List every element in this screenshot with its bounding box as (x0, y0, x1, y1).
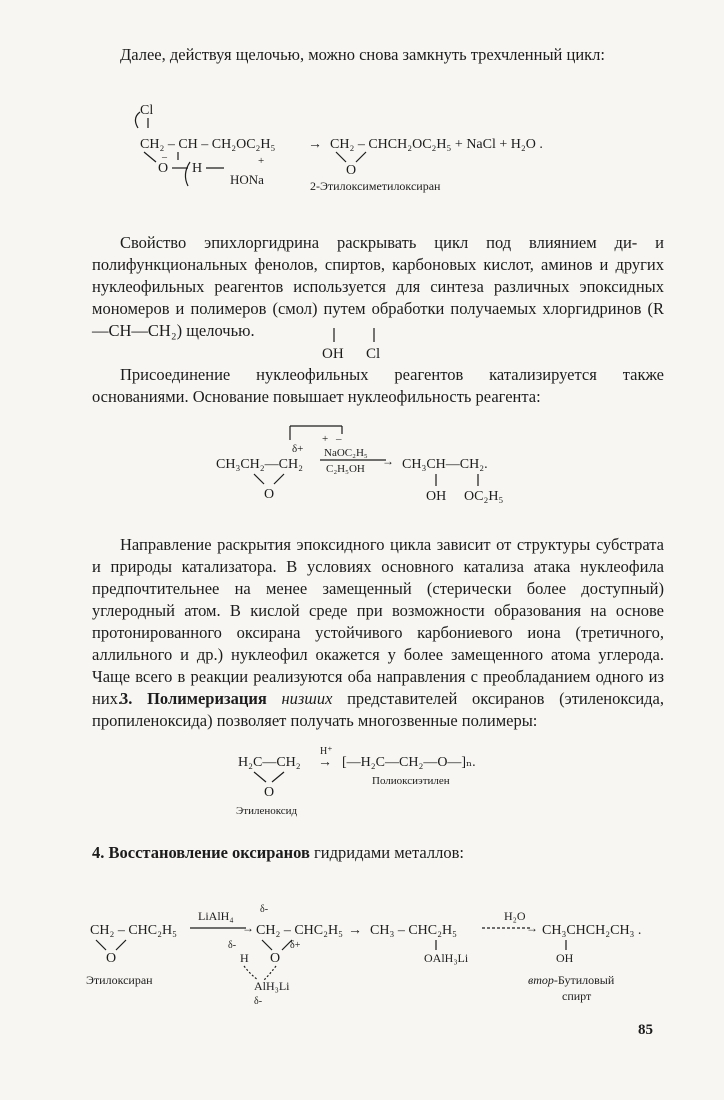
page-number: 85 (638, 1022, 653, 1038)
scheme2-reactant: CH₃CH₂—CH₂ (216, 457, 303, 472)
scheme4-o1: O (106, 951, 117, 966)
scheme4-product-name-line2: спирт (562, 989, 592, 1003)
scheme3-reactant: H₂C—CH₂ (238, 755, 301, 770)
scheme4-bond (262, 940, 272, 950)
scheme1-product: CH₂ – CHCH₂OC₂H₅ + NaCl + H₂O . (330, 137, 543, 152)
scheme2-oh: OH (426, 489, 447, 504)
scheme4-arrow: → (348, 923, 362, 938)
scheme4-product-name-rest: -Бутиловый (553, 973, 615, 987)
scheme1-minus: – (162, 152, 167, 163)
scheme4-product-name-prefix: втор (528, 973, 554, 987)
scheme1-bond (144, 152, 156, 162)
scheme2-reagent: NaOC₂H₅ (324, 447, 368, 459)
scheme-polymerization (232, 740, 522, 820)
scheme1-plus: + (258, 155, 265, 167)
scheme4-dotted-bond (264, 966, 276, 980)
scheme2-oc2h5: OC₂H₅ (464, 489, 504, 504)
scheme4-product-name (528, 973, 615, 987)
scheme3-product-name: Полиоксиэтилен (372, 775, 450, 787)
scheme3-product: [—H₂C—CH₂—O—]ₙ. (342, 755, 476, 770)
scheme4-oh: OH (556, 951, 574, 965)
scheme2-arrow: → (382, 454, 394, 468)
scheme3-catalyst: H⁺ (320, 746, 333, 757)
substituent-oh: OH (322, 346, 344, 362)
scheme-cyclization (130, 100, 610, 200)
scheme4-arrow: → (526, 921, 538, 935)
scheme4-reactant: CH₂ – CHC₂H₅ (90, 923, 177, 938)
scheme1-h: H (192, 161, 203, 176)
section-4-heading (92, 842, 652, 864)
scheme1-cl: Cl (140, 103, 154, 118)
scheme3-bond (254, 772, 266, 782)
chlorohydrin-substituents (320, 326, 400, 362)
scheme1-curved-arrow (185, 162, 190, 186)
scheme2-bond (274, 474, 284, 484)
scheme1-hona: HONa (230, 172, 264, 187)
scheme2-solvent: C₂H₅OH (326, 463, 365, 475)
scheme4-product: CH₃CHCH₂CH₃ . (542, 923, 642, 938)
scheme4-delta-minus: δ- (228, 940, 237, 951)
scheme3-arrow: → (318, 755, 332, 770)
scheme4-reactant-name: Этилоксиран (86, 973, 153, 987)
section-3-text: представителей оксиранов (этиленоксида, пропиленоксида) позволяет получать многозвенные полимеры: (92, 689, 664, 730)
scheme2-product: CH₃CH—CH₂. (402, 457, 488, 472)
scheme4-o2: O (270, 951, 281, 966)
scheme1-o-minus: O (158, 161, 169, 176)
section-4-num: 4. (92, 843, 105, 862)
scheme1-arrow: → (308, 137, 322, 152)
scheme1-bond (356, 152, 366, 162)
scheme4-dotted-bond (244, 966, 258, 980)
scheme-base-catalysis (210, 420, 530, 510)
scheme4-delta-plus: δ+ (290, 940, 301, 951)
scheme1-reactant: CH₂ – CH – CH₂OC₂H₅ (140, 137, 276, 152)
scheme3-bond (272, 772, 284, 782)
scheme1-bond (336, 152, 346, 162)
scheme2-bond (254, 474, 264, 484)
substituent-cl: Cl (366, 346, 381, 362)
scheme2-delta: δ+ (292, 443, 304, 455)
scheme4-alkoxide: CH₃ – CHC₂H₅ (370, 923, 457, 938)
section-4-title: Восстановление оксиранов (108, 843, 310, 862)
paragraph-2: Свойство эпихлоргидрина раскрывать цикл под влиянием ди- и полифункциональных фенолов, спиртов, карбоновых кислот, аминов и других нуклеофильных реагентов используется для синтеза различных эпоксидных мономеров и полимеров (смол) путем обработки получаемых хлоргидринов (R—CH—CH₂) щелочью. (92, 233, 664, 340)
scheme4-water: H₂O (504, 909, 526, 923)
scheme4-oalh3li: OAlH₃Li (424, 951, 469, 965)
paragraph-1: Далее, действуя щелочью, можно снова замкнуть трехчленный цикл: (120, 45, 606, 64)
scheme4-h: H (240, 951, 249, 965)
section-3-italic: низших (281, 689, 333, 708)
scheme4-arrow: → (242, 921, 254, 935)
scheme2-minus: – (336, 433, 342, 445)
scheme4-intermediate: CH₂ – CHC₂H₅ (256, 923, 343, 938)
scheme4-delta-minus: δ- (254, 996, 263, 1007)
scheme4-bond (96, 940, 106, 950)
scheme-hydride-reduction (86, 900, 666, 1010)
scheme1-product-name: 2-Этилоксиметилоксиран (310, 179, 441, 193)
scheme1-product-o: O (346, 163, 357, 178)
scheme4-bond (116, 940, 126, 950)
paragraph-4: Направление раскрытия эпоксидного цикла зависит от структуры субстрата и природы катализатора. В условиях основного катализа атака нуклеофила предпочтительнее на менее замещенный (стерически более доступный) углеродный атом. В кислой среде при возможности образования на основе протонированного оксирана устойчивого карбониевого иона (третичного, аллильного и др.) нуклеофил окажется у более замещенного атома углерода. Чаще всего в реакции реализуются оба направления с преобладанием одного из них. (92, 535, 664, 708)
scheme4-alh3li: AlH₃Li (254, 979, 290, 993)
section-4-text: гидридами металлов: (314, 843, 464, 862)
scheme4-delta-minus: δ- (260, 904, 269, 915)
scheme2-plus: + (322, 433, 329, 445)
section-3-title: 3. Полимеризация (120, 689, 267, 708)
scheme2-o: O (264, 487, 275, 502)
scheme4-reagent: LiAlH₄ (198, 909, 234, 923)
paragraph-3: Присоединение нуклеофильных реагентов катализируется также основаниями. Основание повышает нуклеофильность реагента: (92, 365, 664, 406)
scheme3-o: O (264, 785, 275, 800)
paragraph-5 (92, 688, 664, 732)
scheme3-reactant-name: Этиленоксид (236, 805, 298, 817)
